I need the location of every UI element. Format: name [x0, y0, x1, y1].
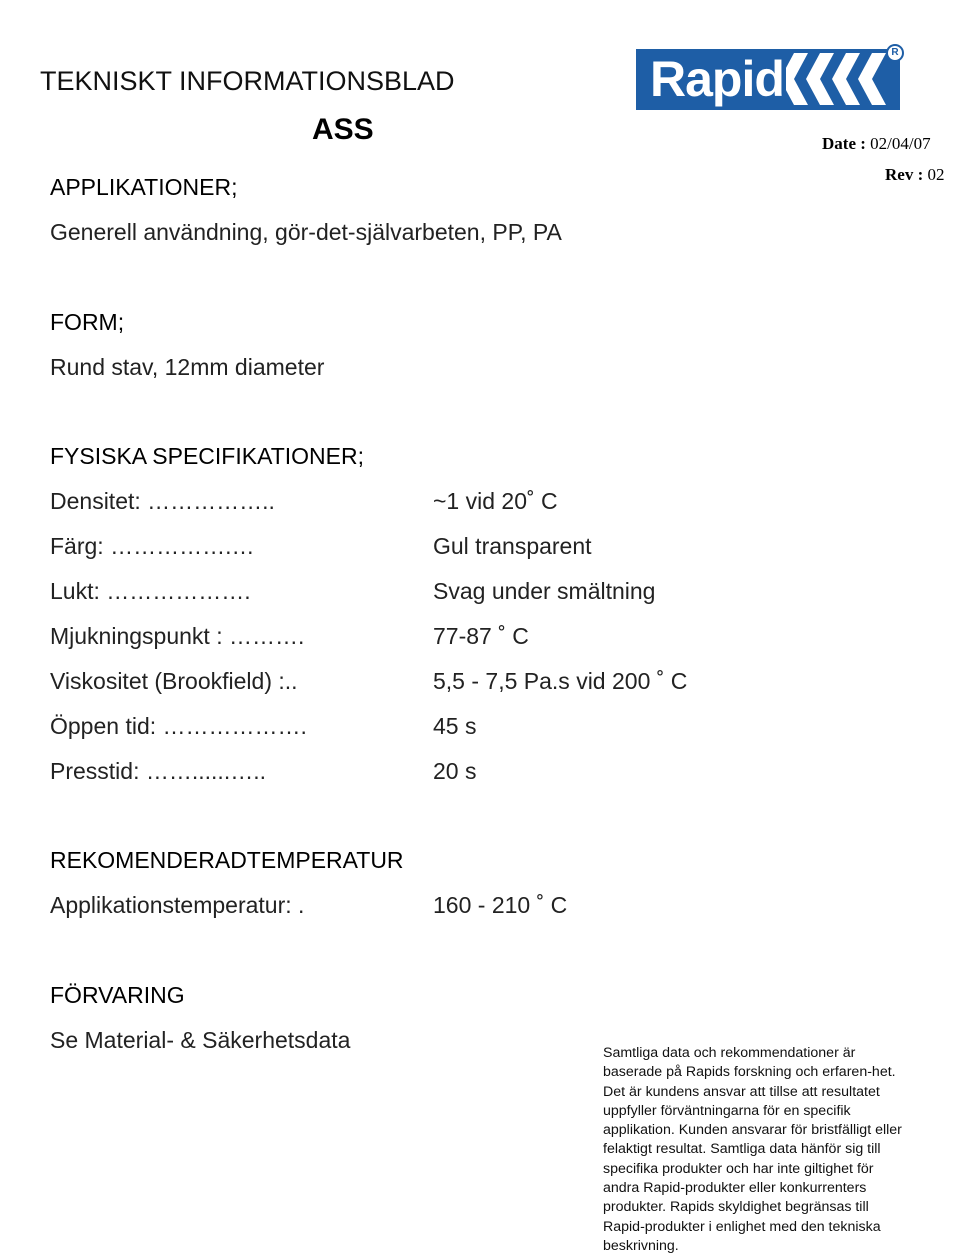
logo-wordmark: Rapid: [650, 51, 784, 107]
temperatur-value: 160 - 210 ˚ C: [433, 892, 568, 918]
disclaimer-text: Samtliga data och rekommendationer är baserade på Rapids forskning och erfaren-het. Det är kundens ansvar att tillse att resultatet uppfyller förväntningarna för en specifik applikation. Kunden ansvarar för bristfälligt eller felaktigt resultat. Samtliga data hänför sig till specifika produkter och har inte giltighet för andra Rapid-produkter eller konkurrenters produkter. Rapids skyldighet begränsas till Rapid-produkter i enlighet med den tekniska beskrivning.: [603, 1045, 902, 1254]
spec-label-viskositet: Viskositet (Brookfield) :..: [50, 668, 298, 694]
spec-label-densitet: Densitet: ……………..: [50, 488, 275, 514]
rev-label: Rev :: [885, 165, 924, 184]
document-title: TEKNISKT INFORMATIONSBLAD: [40, 66, 455, 96]
applikationer-heading: APPLIKATIONER;: [50, 174, 238, 200]
date-line: [822, 134, 931, 154]
product-name: ASS: [312, 113, 374, 146]
spec-label-mjukningspunkt: Mjukningspunkt : ……….: [50, 623, 305, 649]
spec-value-mjukningspunkt: 77-87 ˚ C: [433, 623, 529, 649]
form-heading: FORM;: [50, 309, 125, 335]
spec-label-presstid: Presstid: ……......…..: [50, 758, 266, 784]
registered-mark-icon: R: [886, 44, 904, 62]
date-value: 02/04/07: [870, 134, 931, 153]
spec-label-oppen-tid: Öppen tid: ……………….: [50, 713, 307, 739]
form-text: Rund stav, 12mm diameter: [50, 354, 325, 380]
forvaring-text: Se Material- & Säkerhetsdata: [50, 1027, 351, 1053]
fysiska-heading: FYSISKA SPECIFIKATIONER;: [50, 443, 364, 469]
logo-chevrons-icon: [786, 49, 900, 110]
spec-value-viskositet: 5,5 - 7,5 Pa.s vid 200 ˚ C: [433, 668, 688, 694]
forvaring-heading: FÖRVARING: [50, 982, 185, 1008]
temperatur-heading: REKOMENDERADTEMPERATUR: [50, 847, 404, 873]
applikationer-text: Generell användning, gör-det-självarbeten, PP, PA: [50, 219, 562, 245]
spec-value-farg: Gul transparent: [433, 533, 592, 559]
spec-value-oppen-tid: 45 s: [433, 713, 477, 739]
rapid-logo: [636, 49, 900, 110]
date-label: Date :: [822, 134, 866, 153]
spec-label-farg: Färg: …………….…: [50, 533, 255, 559]
rev-value: 02: [927, 165, 945, 184]
spec-value-lukt: Svag under smältning: [433, 578, 656, 604]
revision-line: [885, 165, 944, 185]
spec-value-densitet: ~1 vid 20˚ C: [433, 488, 558, 514]
spec-value-presstid: 20 s: [433, 758, 477, 784]
temperatur-label: Applikationstemperatur: .: [50, 892, 305, 918]
spec-label-lukt: Lukt: ……………….: [50, 578, 251, 604]
